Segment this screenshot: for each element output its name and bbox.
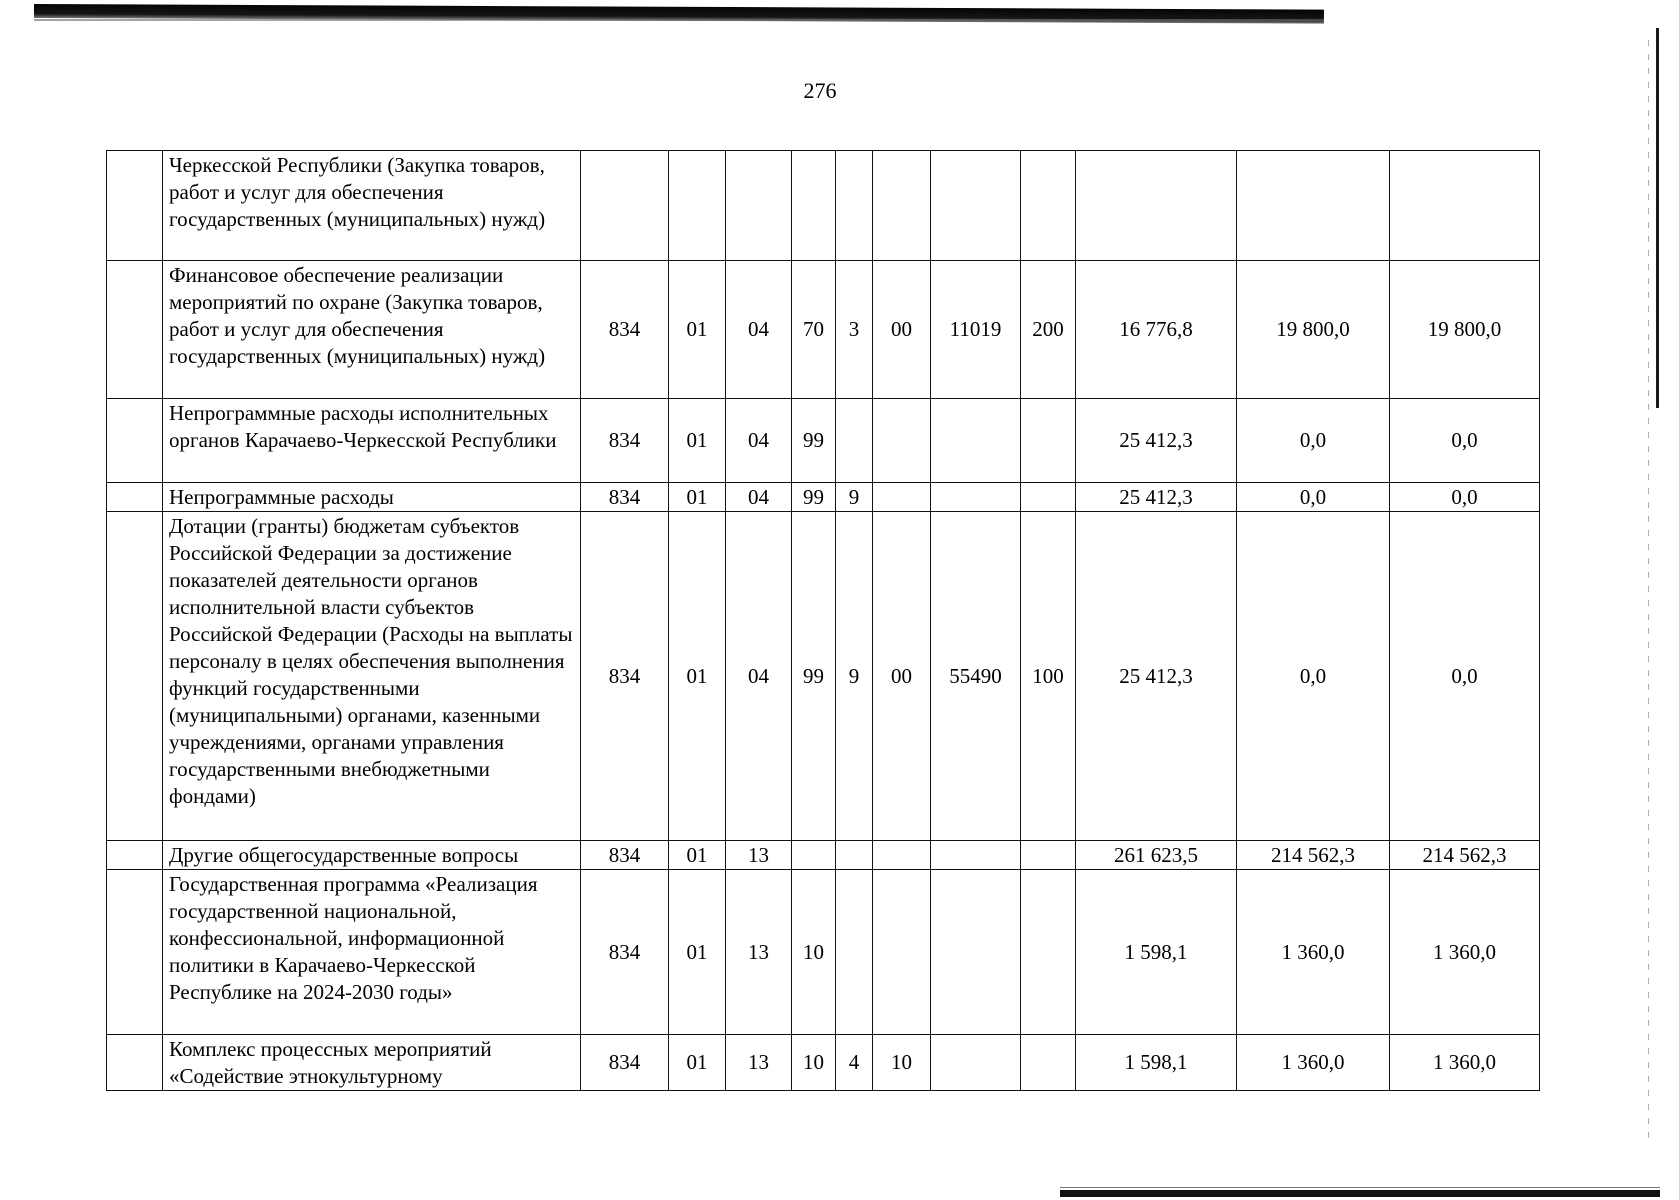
section-code: 01 [669, 512, 726, 841]
event-code: 00 [873, 261, 931, 399]
page-number: 276 [803, 78, 837, 103]
expense-type-code [1021, 870, 1076, 1035]
subprogram-code [836, 151, 873, 261]
event-code [873, 483, 931, 512]
amount-year-3 [1390, 151, 1540, 261]
row-name: Государственная программа «Реализация государственной национальной, конфессиональной, информационной политики в Карачаево-Черкесской Республике на 2024-2030 годы» [163, 870, 581, 1035]
section-code: 01 [669, 399, 726, 483]
section-code: 01 [669, 1035, 726, 1091]
program-code: 70 [792, 261, 836, 399]
amount-year-3: 0,0 [1390, 399, 1540, 483]
amount-year-1: 1 598,1 [1076, 870, 1237, 1035]
row-number-cell [107, 870, 163, 1035]
direction-code [931, 1035, 1021, 1091]
expense-type-code: 200 [1021, 261, 1076, 399]
subsection-code: 04 [726, 512, 792, 841]
amount-year-3: 1 360,0 [1390, 870, 1540, 1035]
amount-year-1: 25 412,3 [1076, 399, 1237, 483]
row-number-cell [107, 512, 163, 841]
table-row [107, 399, 1540, 483]
scan-border-top-line [34, 19, 1324, 21]
program-code [792, 151, 836, 261]
event-code [873, 151, 931, 261]
direction-code [931, 841, 1021, 870]
event-code: 10 [873, 1035, 931, 1091]
ved-code: 834 [581, 512, 669, 841]
amount-year-1: 25 412,3 [1076, 512, 1237, 841]
table-row [107, 870, 1540, 1035]
subsection-code: 13 [726, 870, 792, 1035]
expense-type-code [1021, 483, 1076, 512]
amount-year-1: 261 623,5 [1076, 841, 1237, 870]
program-code: 10 [792, 870, 836, 1035]
row-name: Черкесской Республики (Закупка товаров, работ и услуг для обеспечения государственных (муниципальных) нужд) [163, 151, 581, 261]
ved-code: 834 [581, 1035, 669, 1091]
scan-border-bottom [1060, 1190, 1660, 1197]
section-code [669, 151, 726, 261]
row-name: Комплекс процессных мероприятий «Содействие этнокультурному [163, 1035, 581, 1091]
ved-code [581, 151, 669, 261]
subsection-code: 04 [726, 483, 792, 512]
program-code: 99 [792, 512, 836, 841]
subprogram-code: 9 [836, 483, 873, 512]
subprogram-code [836, 841, 873, 870]
expense-type-code [1021, 399, 1076, 483]
table-row [107, 1035, 1540, 1091]
program-code: 99 [792, 483, 836, 512]
ved-code: 834 [581, 483, 669, 512]
section-code: 01 [669, 261, 726, 399]
amount-year-1: 16 776,8 [1076, 261, 1237, 399]
direction-code: 11019 [931, 261, 1021, 399]
amount-year-1: 25 412,3 [1076, 483, 1237, 512]
program-code: 10 [792, 1035, 836, 1091]
expense-type-code [1021, 841, 1076, 870]
ved-code: 834 [581, 841, 669, 870]
subsection-code: 13 [726, 841, 792, 870]
amount-year-1: 1 598,1 [1076, 1035, 1237, 1091]
row-number-cell [107, 261, 163, 399]
subsection-code: 04 [726, 261, 792, 399]
amount-year-2 [1237, 151, 1390, 261]
subsection-code: 13 [726, 1035, 792, 1091]
direction-code [931, 399, 1021, 483]
amount-year-3: 0,0 [1390, 512, 1540, 841]
row-number-cell [107, 841, 163, 870]
expense-type-code [1021, 151, 1076, 261]
amount-year-3: 1 360,0 [1390, 1035, 1540, 1091]
amount-year-2: 0,0 [1237, 512, 1390, 841]
section-code: 01 [669, 841, 726, 870]
event-code: 00 [873, 512, 931, 841]
table-row [107, 261, 1540, 399]
event-code [873, 399, 931, 483]
row-name: Финансовое обеспечение реализации мероприятий по охране (Закупка товаров, работ и услуг для обеспечения государственных (муниципальных) нужд) [163, 261, 581, 399]
row-name: Непрограммные расходы исполнительных органов Карачаево-Черкесской Республики [163, 399, 581, 483]
row-number-cell [107, 1035, 163, 1091]
table-row [107, 151, 1540, 261]
subsection-code: 04 [726, 399, 792, 483]
row-name: Дотации (гранты) бюджетам субъектов Российской Федерации за достижение показателей деятельности органов исполнительной власти субъектов Российской Федерации (Расходы на выплаты персоналу в целях обеспечения выполнения функций государственными (муниципальными) органами, казенными учреждениями, органами управления государственными внебюджетными фондами) [163, 512, 581, 841]
expense-type-code: 100 [1021, 512, 1076, 841]
ved-code: 834 [581, 870, 669, 1035]
subprogram-code [836, 870, 873, 1035]
section-code: 01 [669, 870, 726, 1035]
subprogram-code: 4 [836, 1035, 873, 1091]
amount-year-2: 0,0 [1237, 483, 1390, 512]
program-code [792, 841, 836, 870]
amount-year-2: 1 360,0 [1237, 1035, 1390, 1091]
amount-year-3: 214 562,3 [1390, 841, 1540, 870]
event-code [873, 870, 931, 1035]
subprogram-code: 3 [836, 261, 873, 399]
table-row [107, 841, 1540, 870]
scan-border-right-dashed [1648, 40, 1649, 1140]
budget-table [106, 150, 1540, 1091]
amount-year-1 [1076, 151, 1237, 261]
direction-code [931, 151, 1021, 261]
scan-border-bottom-line [1060, 1187, 1660, 1188]
amount-year-2: 0,0 [1237, 399, 1390, 483]
row-number-cell [107, 399, 163, 483]
table-row [107, 512, 1540, 841]
ved-code: 834 [581, 261, 669, 399]
row-name: Другие общегосударственные вопросы [163, 841, 581, 870]
ved-code: 834 [581, 399, 669, 483]
direction-code: 55490 [931, 512, 1021, 841]
amount-year-3: 19 800,0 [1390, 261, 1540, 399]
amount-year-2: 1 360,0 [1237, 870, 1390, 1035]
event-code [873, 841, 931, 870]
direction-code [931, 870, 1021, 1035]
amount-year-3: 0,0 [1390, 483, 1540, 512]
row-name: Непрограммные расходы [163, 483, 581, 512]
table-row [107, 483, 1540, 512]
row-number-cell [107, 151, 163, 261]
subsection-code [726, 151, 792, 261]
section-code: 01 [669, 483, 726, 512]
row-number-cell [107, 483, 163, 512]
subprogram-code [836, 399, 873, 483]
amount-year-2: 19 800,0 [1237, 261, 1390, 399]
expense-type-code [1021, 1035, 1076, 1091]
program-code: 99 [792, 399, 836, 483]
direction-code [931, 483, 1021, 512]
subprogram-code: 9 [836, 512, 873, 841]
scan-border-right [1656, 28, 1659, 408]
amount-year-2: 214 562,3 [1237, 841, 1390, 870]
